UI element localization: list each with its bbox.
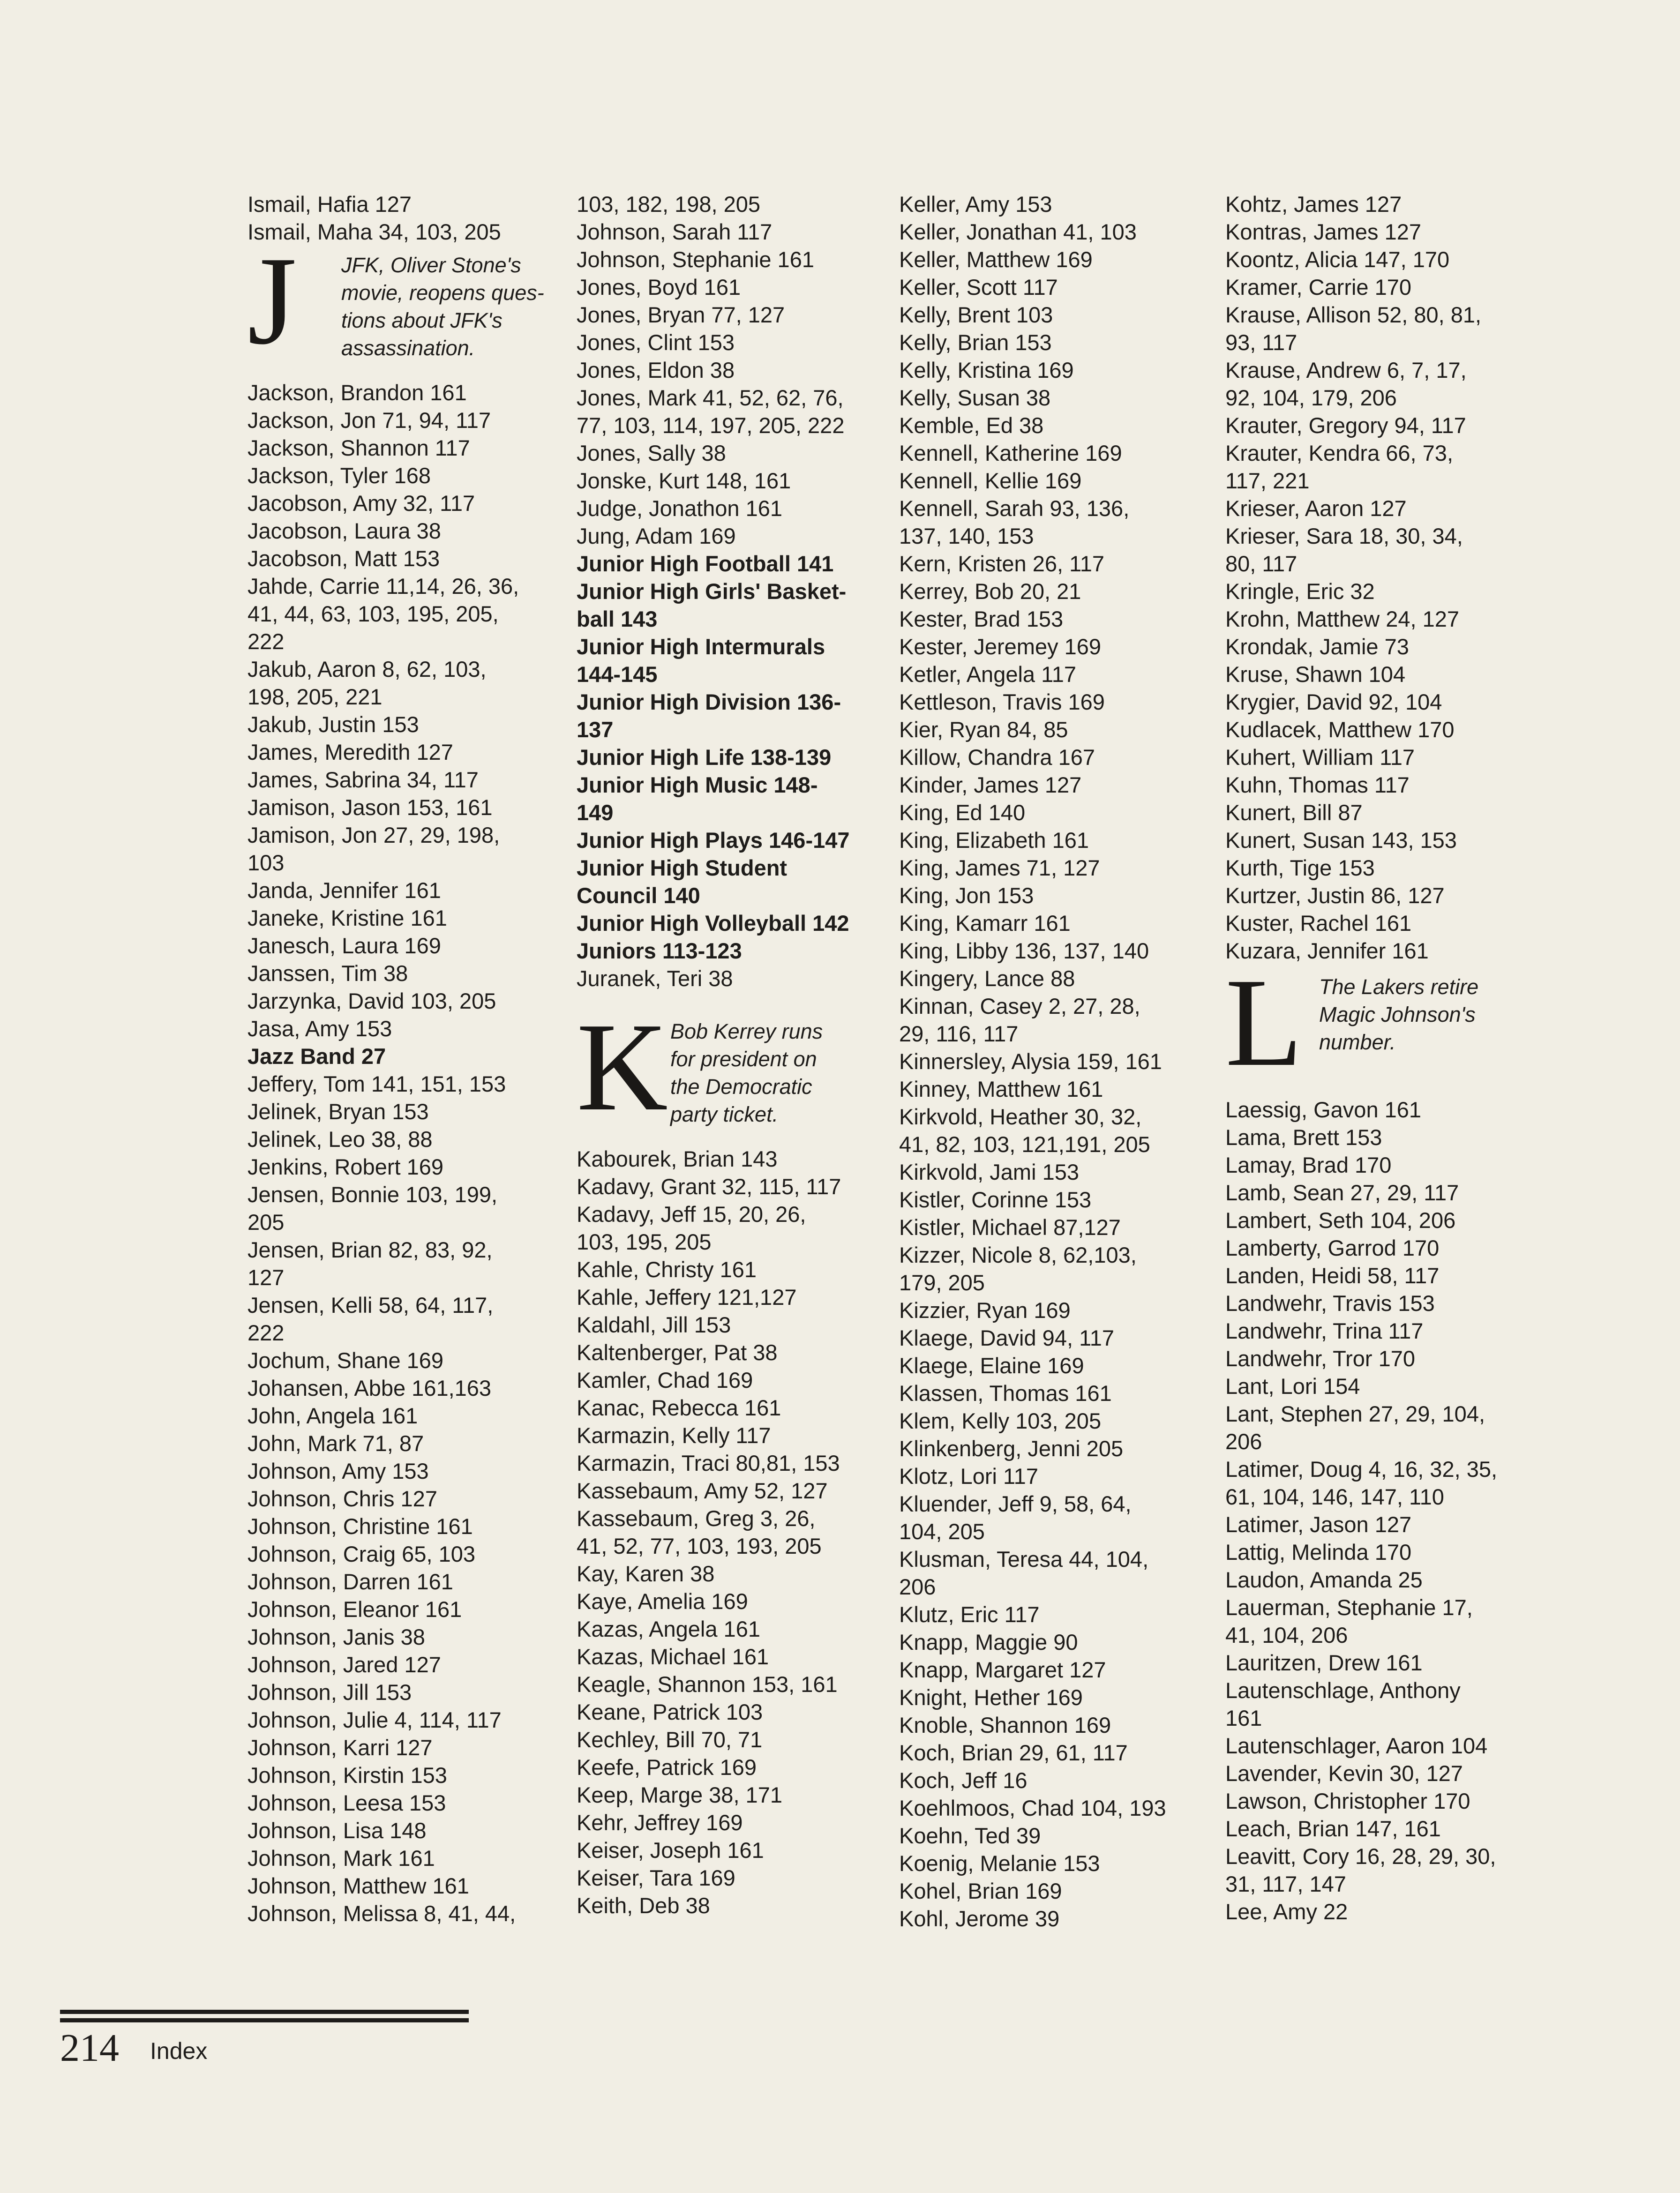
index-entry: James, Meredith 127: [248, 740, 453, 764]
index-entry: Jones, Boyd 161: [577, 275, 741, 299]
feature-caption: Bob Kerrey runs for president on the Democratic party ticket.: [670, 1019, 823, 1126]
index-entry: Krygier, David 92, 104: [1225, 689, 1442, 714]
index-entry: King, Elizabeth 161: [899, 828, 1089, 853]
index-entry: Janeke, Kristine 161: [248, 906, 447, 930]
index-entry: Knapp, Maggie 90: [899, 1630, 1078, 1654]
index-entry: Kanac, Rebecca 161: [577, 1395, 781, 1420]
index-entry: Lee, Amy 22: [1225, 1899, 1348, 1924]
index-entry: Jakub, Justin 153: [248, 712, 419, 737]
entries-before: [899, 190, 1208, 1932]
index-entry: Kistler, Corinne 153: [899, 1187, 1092, 1212]
index-entry: Kluender, Jeff 9, 58, 64, 104, 205: [899, 1491, 1132, 1544]
entries-after: [577, 1145, 886, 1919]
index-entry: Jarzynka, David 103, 205: [248, 988, 496, 1013]
index-entry: Keiser, Tara 169: [577, 1865, 735, 1890]
index-entry: Knight, Hether 169: [899, 1685, 1083, 1710]
index-entry: Juniors 113-123: [577, 938, 742, 963]
index-entry: Lavender, Kevin 30, 127: [1225, 1761, 1463, 1786]
index-entry: Kelly, Brian 153: [899, 330, 1052, 355]
index-entry: Lauerman, Stephanie 17, 41, 104, 206: [1225, 1595, 1473, 1647]
index-entry: Johnson, Christine 161: [248, 1514, 473, 1539]
index-entry: Kier, Ryan 84, 85: [899, 717, 1068, 742]
index-entry: Kaldahl, Jill 153: [577, 1312, 731, 1337]
index-entry: Keefe, Patrick 169: [577, 1755, 757, 1780]
index-entry: Keane, Patrick 103: [577, 1699, 763, 1724]
index-entry: Klinkenberg, Jenni 205: [899, 1436, 1124, 1461]
index-entry: Kirkvold, Jami 153: [899, 1160, 1079, 1184]
index-entry: Kelly, Susan 38: [899, 385, 1051, 410]
index-entry: Johnson, Jared 127: [248, 1652, 441, 1677]
index-entry: Johnson, Mark 161: [248, 1846, 435, 1871]
index-entry: Lattig, Melinda 170: [1225, 1540, 1412, 1564]
index-entry: Lambert, Seth 104, 206: [1225, 1208, 1456, 1233]
index-entry: Kuhert, William 117: [1225, 745, 1415, 770]
index-entry: Kerrey, Bob 20, 21: [899, 579, 1081, 604]
entries-after: [1225, 1096, 1535, 1925]
index-entry: Lamberty, Garrod 170: [1225, 1235, 1440, 1260]
index-entry: Junior High Music 148- 149: [577, 772, 818, 825]
index-entry: Kohel, Brian 169: [899, 1879, 1062, 1903]
index-column-4: [1225, 190, 1535, 1925]
index-entry: Keller, Scott 117: [899, 275, 1058, 299]
index-entry: Janssen, Tim 38: [248, 961, 408, 986]
index-entry: Kizzier, Ryan 169: [899, 1298, 1071, 1323]
index-entry: Kinney, Matthew 161: [899, 1077, 1103, 1101]
index-entry: Koehlmoos, Chad 104, 193: [899, 1796, 1166, 1820]
index-entry: Lant, Stephen 27, 29, 104, 206: [1225, 1401, 1485, 1454]
index-entry: Landwehr, Travis 153: [1225, 1291, 1435, 1316]
index-entry: Johnson, Julie 4, 114, 117: [248, 1707, 502, 1732]
index-entry: Koehn, Ted 39: [899, 1823, 1041, 1848]
index-entry: Krondak, Jamie 73: [1225, 634, 1409, 659]
index-entry: Keller, Matthew 169: [899, 247, 1093, 272]
index-entry: Krause, Allison 52, 80, 81, 93, 117: [1225, 302, 1482, 355]
index-entry: Kadavy, Grant 32, 115, 117: [577, 1174, 841, 1199]
index-entry: Ismail, Hafia 127: [248, 192, 412, 217]
index-entry: Krohn, Matthew 24, 127: [1225, 606, 1460, 631]
index-entry: Johnson, Amy 153: [248, 1459, 429, 1483]
index-entry: 103, 182, 198, 205: [577, 192, 761, 217]
index-entry: Keagle, Shannon 153, 161: [577, 1672, 838, 1697]
index-entry: Kingery, Lance 88: [899, 966, 1075, 991]
page-number: 214: [60, 2026, 119, 2070]
index-entry: Kazas, Michael 161: [577, 1644, 769, 1669]
index-entry: Jensen, Brian 82, 83, 92, 127: [248, 1237, 493, 1290]
index-entry: Johnson, Leesa 153: [248, 1790, 446, 1815]
index-entry: Lawson, Christopher 170: [1225, 1789, 1470, 1813]
index-entry: Johnson, Darren 161: [248, 1569, 453, 1594]
index-entry: Janesch, Laura 169: [248, 933, 441, 958]
index-entry: Johnson, Melissa 8, 41, 44,: [248, 1901, 516, 1926]
index-entry: Kuster, Rachel 161: [1225, 911, 1412, 936]
index-entry: Junior High Life 138-139: [577, 745, 832, 770]
index-entry: Johnson, Eleanor 161: [248, 1597, 462, 1622]
index-entry: Kelly, Kristina 169: [899, 358, 1074, 382]
index-entry: Kassebaum, Amy 52, 127: [577, 1478, 828, 1503]
index-entry: Koch, Jeff 16: [899, 1768, 1028, 1793]
index-entry: Keep, Marge 38, 171: [577, 1782, 782, 1807]
index-entry: Jackson, Shannon 117: [248, 435, 470, 460]
index-entry: Junior High Intermurals 144-145: [577, 634, 825, 687]
index-entry: Jacobson, Amy 32, 117: [248, 491, 475, 516]
index-entry: John, Mark 71, 87: [248, 1431, 424, 1456]
index-entry: Johnson, Lisa 148: [248, 1818, 427, 1843]
index-entry: Krause, Andrew 6, 7, 17, 92, 104, 179, 206: [1225, 358, 1467, 410]
index-entry: Jelinek, Bryan 153: [248, 1099, 429, 1124]
index-entry: Lant, Lori 154: [1225, 1374, 1360, 1399]
index-entry: Kehr, Jeffrey 169: [577, 1810, 743, 1835]
index-entry: Kohtz, James 127: [1225, 192, 1402, 217]
index-entry: Jochum, Shane 169: [248, 1348, 444, 1373]
index-entry: Kruse, Shawn 104: [1225, 662, 1406, 687]
index-entry: Johnson, Chris 127: [248, 1486, 437, 1511]
index-entry: Jones, Bryan 77, 127: [577, 302, 785, 327]
index-entry: Kelly, Brent 103: [899, 302, 1053, 327]
index-column-1: [248, 190, 557, 1927]
index-entry: Klaege, Elaine 169: [899, 1353, 1084, 1378]
index-entry: Kennell, Sarah 93, 136, 137, 140, 153: [899, 496, 1130, 548]
index-entry: Johnson, Kirstin 153: [248, 1763, 447, 1788]
index-entry: Killow, Chandra 167: [899, 745, 1095, 770]
entries-before: [1225, 190, 1535, 965]
index-entry: Kinnan, Casey 2, 27, 28, 29, 116, 117: [899, 994, 1140, 1046]
index-column-2: [577, 190, 886, 1919]
entries-after: [248, 379, 557, 1927]
index-entry: King, James 71, 127: [899, 855, 1100, 880]
index-entry: Kuhn, Thomas 117: [1225, 772, 1410, 797]
index-entry: Jakub, Aaron 8, 62, 103, 198, 205, 221: [248, 657, 487, 709]
index-entry: Krauter, Kendra 66, 73, 117, 221: [1225, 441, 1453, 493]
feature-k: [577, 997, 886, 1137]
index-entry: Klotz, Lori 117: [899, 1464, 1038, 1489]
drop-cap-letter: J: [248, 231, 297, 371]
index-entry: Krieser, Aaron 127: [1225, 496, 1407, 521]
index-entry: Kennell, Kellie 169: [899, 468, 1082, 493]
section-label: Index: [150, 2038, 208, 2064]
footer-rule: [60, 2010, 469, 2027]
index-entry: Landwehr, Tror 170: [1225, 1346, 1415, 1371]
feature-caption: The Lakers retire Magic Johnson's number.: [1319, 975, 1479, 1054]
index-entry: Kennell, Katherine 169: [899, 441, 1122, 465]
index-entry: Koch, Brian 29, 61, 117: [899, 1740, 1128, 1765]
index-entry: Landwehr, Trina 117: [1225, 1318, 1424, 1343]
index-entry: Landen, Heidi 58, 117: [1225, 1263, 1440, 1288]
index-entry: Karmazin, Traci 80,81, 153: [577, 1451, 840, 1475]
index-entry: King, Jon 153: [899, 883, 1034, 908]
index-entry: Krauter, Gregory 94, 117: [1225, 413, 1466, 438]
index-entry: Junior High Volleyball 142: [577, 911, 849, 936]
index-entry: Jasa, Amy 153: [248, 1016, 392, 1041]
index-entry: Jacobson, Laura 38: [248, 518, 441, 543]
index-entry: Lauritzen, Drew 161: [1225, 1650, 1423, 1675]
index-entry: Latimer, Jason 127: [1225, 1512, 1412, 1537]
index-entry: Kechley, Bill 70, 71: [577, 1727, 763, 1752]
index-entry: Keiser, Joseph 161: [577, 1838, 764, 1863]
index-entry: Krieser, Sara 18, 30, 34, 80, 117: [1225, 524, 1463, 576]
index-entry: Jahde, Carrie 11,14, 26, 36, 41, 44, 63, 103, 195, 205, 222: [248, 574, 519, 654]
index-entry: Kistler, Michael 87,127: [899, 1215, 1121, 1240]
index-entry: Karmazin, Kelly 117: [577, 1423, 771, 1448]
index-entry: Keller, Amy 153: [899, 192, 1052, 217]
index-entry: Klusman, Teresa 44, 104, 206: [899, 1547, 1149, 1599]
index-entry: Jamison, Jon 27, 29, 198, 103: [248, 823, 500, 875]
index-entry: Lautenschlage, Anthony 161: [1225, 1678, 1461, 1730]
index-entry: Ismail, Maha 34, 103, 205: [248, 219, 501, 244]
index-entry: Keith, Deb 38: [577, 1893, 710, 1918]
index-entry: Jelinek, Leo 38, 88: [248, 1127, 433, 1152]
index-entry: Jensen, Kelli 58, 64, 117, 222: [248, 1293, 494, 1345]
index-entry: Junior High Division 136- 137: [577, 689, 841, 742]
index-entry: Ketler, Angela 117: [899, 662, 1077, 687]
index-entry: Jackson, Jon 71, 94, 117: [248, 408, 491, 433]
feature-caption: JFK, Oliver Stone's movie, reopens ques- tions about JFK's assassination.: [341, 253, 544, 360]
index-entry: Klem, Kelly 103, 205: [899, 1408, 1102, 1433]
index-entry: Jensen, Bonnie 103, 199, 205: [248, 1182, 498, 1235]
index-entry: Kadavy, Jeff 15, 20, 26, 103, 195, 205: [577, 1202, 806, 1254]
index-entry: Kettleson, Travis 169: [899, 689, 1105, 714]
index-entry: Lamay, Brad 170: [1225, 1153, 1392, 1177]
index-entry: Johansen, Abbe 161,163: [248, 1376, 492, 1400]
index-entry: Klutz, Eric 117: [899, 1602, 1040, 1627]
drop-cap-letter: L: [1225, 952, 1303, 1093]
index-entry: Kurth, Tige 153: [1225, 855, 1375, 880]
index-entry: Johnson, Janis 38: [248, 1624, 425, 1649]
index-entry: Kay, Karen 38: [577, 1561, 715, 1586]
index-entry: Koontz, Alicia 147, 170: [1225, 247, 1450, 272]
index-entry: Knapp, Margaret 127: [899, 1657, 1106, 1682]
index-entry: Kramer, Carrie 170: [1225, 275, 1412, 299]
index-entry: Kazas, Angela 161: [577, 1617, 760, 1641]
index-entry: Kinder, James 127: [899, 772, 1082, 797]
index-entry: Kontras, James 127: [1225, 219, 1421, 244]
index-entry: Kirkvold, Heather 30, 32, 41, 82, 103, 121,191, 205: [899, 1104, 1150, 1157]
index-entry: Kern, Kristen 26, 117: [899, 551, 1105, 576]
index-entry: Klaege, David 94, 117: [899, 1325, 1115, 1350]
index-entry: Jones, Sally 38: [577, 441, 726, 465]
index-entry: Johnson, Karri 127: [248, 1735, 433, 1760]
index-entry: Juranek, Teri 38: [577, 966, 733, 991]
index-entry: Kabourek, Brian 143: [577, 1146, 778, 1171]
index-entry: Johnson, Stephanie 161: [577, 247, 814, 272]
index-entry: Koenig, Melanie 153: [899, 1851, 1100, 1876]
index-entry: Kunert, Bill 87: [1225, 800, 1363, 825]
index-entry: King, Libby 136, 137, 140: [899, 938, 1149, 963]
index-entry: Kamler, Chad 169: [577, 1368, 753, 1392]
index-entry: Kizzer, Nicole 8, 62,103, 179, 205: [899, 1242, 1137, 1295]
index-entry: Jackson, Brandon 161: [248, 380, 467, 405]
index-entry: Leach, Brian 147, 161: [1225, 1816, 1441, 1841]
index-entry: King, Ed 140: [899, 800, 1026, 825]
index-entry: Jones, Eldon 38: [577, 358, 735, 382]
index-entry: Lama, Brett 153: [1225, 1125, 1382, 1150]
index-entry: Johnson, Matthew 161: [248, 1873, 469, 1898]
index-entry: King, Kamarr 161: [899, 911, 1071, 936]
index-column-3: [899, 190, 1208, 1932]
index-entry: Kester, Brad 153: [899, 606, 1064, 631]
index-entry: Junior High Football 141: [577, 551, 834, 576]
index-entry: Klassen, Thomas 161: [899, 1381, 1112, 1406]
index-entry: Jonske, Kurt 148, 161: [577, 468, 791, 493]
index-entry: Kester, Jeremey 169: [899, 634, 1102, 659]
index-entry: Junior High Student Council 140: [577, 855, 788, 908]
index-entry: Kringle, Eric 32: [1225, 579, 1375, 604]
index-entry: Kuzara, Jennifer 161: [1225, 938, 1429, 963]
index-entry: Kassebaum, Greg 3, 26, 41, 52, 77, 103, 193, 205: [577, 1506, 822, 1558]
index-entry: Kohl, Jerome 39: [899, 1906, 1060, 1931]
index-entry: Janda, Jennifer 161: [248, 878, 441, 903]
index-entry: Kudlacek, Matthew 170: [1225, 717, 1455, 742]
entries-before: [577, 190, 886, 992]
index-entry: Kurtzer, Justin 86, 127: [1225, 883, 1445, 908]
index-entry: Johnson, Jill 153: [248, 1680, 412, 1705]
index-entry: Kahle, Jeffery 121,127: [577, 1285, 797, 1310]
index-entry: Kaltenberger, Pat 38: [577, 1340, 778, 1365]
index-entry: Junior High Plays 146-147: [577, 828, 850, 853]
index-entry: Keller, Jonathan 41, 103: [899, 219, 1137, 244]
index-entry: Jung, Adam 169: [577, 524, 736, 548]
index-entry: Jones, Clint 153: [577, 330, 735, 355]
index-entry: John, Angela 161: [248, 1403, 418, 1428]
feature-l: [1225, 952, 1535, 1093]
index-entry: Kemble, Ed 38: [899, 413, 1044, 438]
index-entry: Junior High Girls' Basket- ball 143: [577, 579, 847, 631]
index-entry: Lamb, Sean 27, 29, 117: [1225, 1180, 1459, 1205]
drop-cap-letter: K: [577, 997, 668, 1137]
index-entry: Kaye, Amelia 169: [577, 1589, 748, 1614]
index-entry: Leavitt, Cory 16, 28, 29, 30, 31, 117, 147: [1225, 1844, 1496, 1896]
index-entry: Kunert, Susan 143, 153: [1225, 828, 1457, 853]
index-entry: Judge, Jonathon 161: [577, 496, 783, 521]
index-entry: Jackson, Tyler 168: [248, 463, 431, 488]
index-entry: Knoble, Shannon 169: [899, 1713, 1111, 1737]
index-entry: Jacobson, Matt 153: [248, 546, 440, 571]
index-entry: Johnson, Sarah 117: [577, 219, 772, 244]
index-entry: Jones, Mark 41, 52, 62, 76, 77, 103, 114, 197, 205, 222: [577, 385, 845, 438]
index-entry: Laudon, Amanda 25: [1225, 1567, 1423, 1592]
index-entry: Kinnersley, Alysia 159, 161: [899, 1049, 1162, 1074]
index-entry: Jenkins, Robert 169: [248, 1154, 444, 1179]
index-entry: Jazz Band 27: [248, 1044, 386, 1069]
index-entry: Jeffery, Tom 141, 151, 153: [248, 1071, 506, 1096]
index-entry: James, Sabrina 34, 117: [248, 767, 479, 792]
index-entry: Kahle, Christy 161: [577, 1257, 757, 1282]
index-entry: Jamison, Jason 153, 161: [248, 795, 493, 820]
index-entry: Latimer, Doug 4, 16, 32, 35, 61, 104, 146, 147, 110: [1225, 1457, 1498, 1509]
index-entry: Laessig, Gavon 161: [1225, 1097, 1422, 1122]
index-entry: Johnson, Craig 65, 103: [248, 1542, 475, 1566]
index-entry: Lautenschlager, Aaron 104: [1225, 1733, 1488, 1758]
